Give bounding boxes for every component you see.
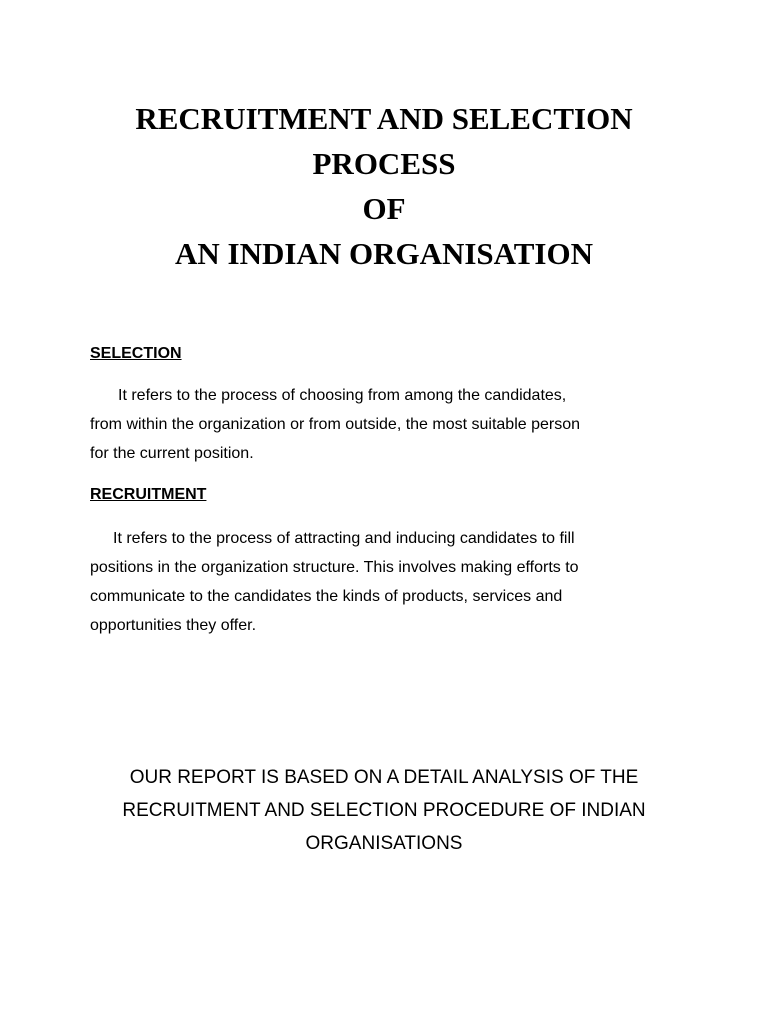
report-note-line: OUR REPORT IS BASED ON A DETAIL ANALYSIS OF THE	[129, 767, 639, 788]
title-line: OF	[362, 191, 406, 226]
title-line: RECRUITMENT AND SELECTION	[135, 101, 633, 136]
paragraph-line: It refers to the process of attracting and inducing candidates to fill	[113, 530, 575, 547]
document-title	[0, 96, 768, 276]
selection-paragraph	[90, 381, 690, 468]
title-line: AN INDIAN ORGANISATION	[175, 236, 593, 271]
recruitment-heading: RECRUITMENT	[90, 486, 207, 503]
paragraph-line: from within the organization or from outside, the most suitable person	[90, 416, 581, 433]
paragraph-line: positions in the organization structure. This involves making efforts to	[90, 559, 579, 576]
paragraph-line: It refers to the process of choosing from among the candidates,	[118, 387, 567, 404]
report-note	[0, 761, 768, 860]
paragraph-line: for the current position.	[90, 445, 254, 462]
selection-heading: SELECTION	[90, 345, 182, 362]
title-line: PROCESS	[312, 146, 456, 181]
recruitment-paragraph	[90, 524, 690, 640]
paragraph-line: opportunities they offer.	[90, 617, 257, 634]
paragraph-line: communicate to the candidates the kinds of products, services and	[90, 588, 563, 605]
report-note-line: RECRUITMENT AND SELECTION PROCEDURE OF INDIAN	[122, 800, 646, 821]
report-note-line: ORGANISATIONS	[305, 833, 463, 854]
